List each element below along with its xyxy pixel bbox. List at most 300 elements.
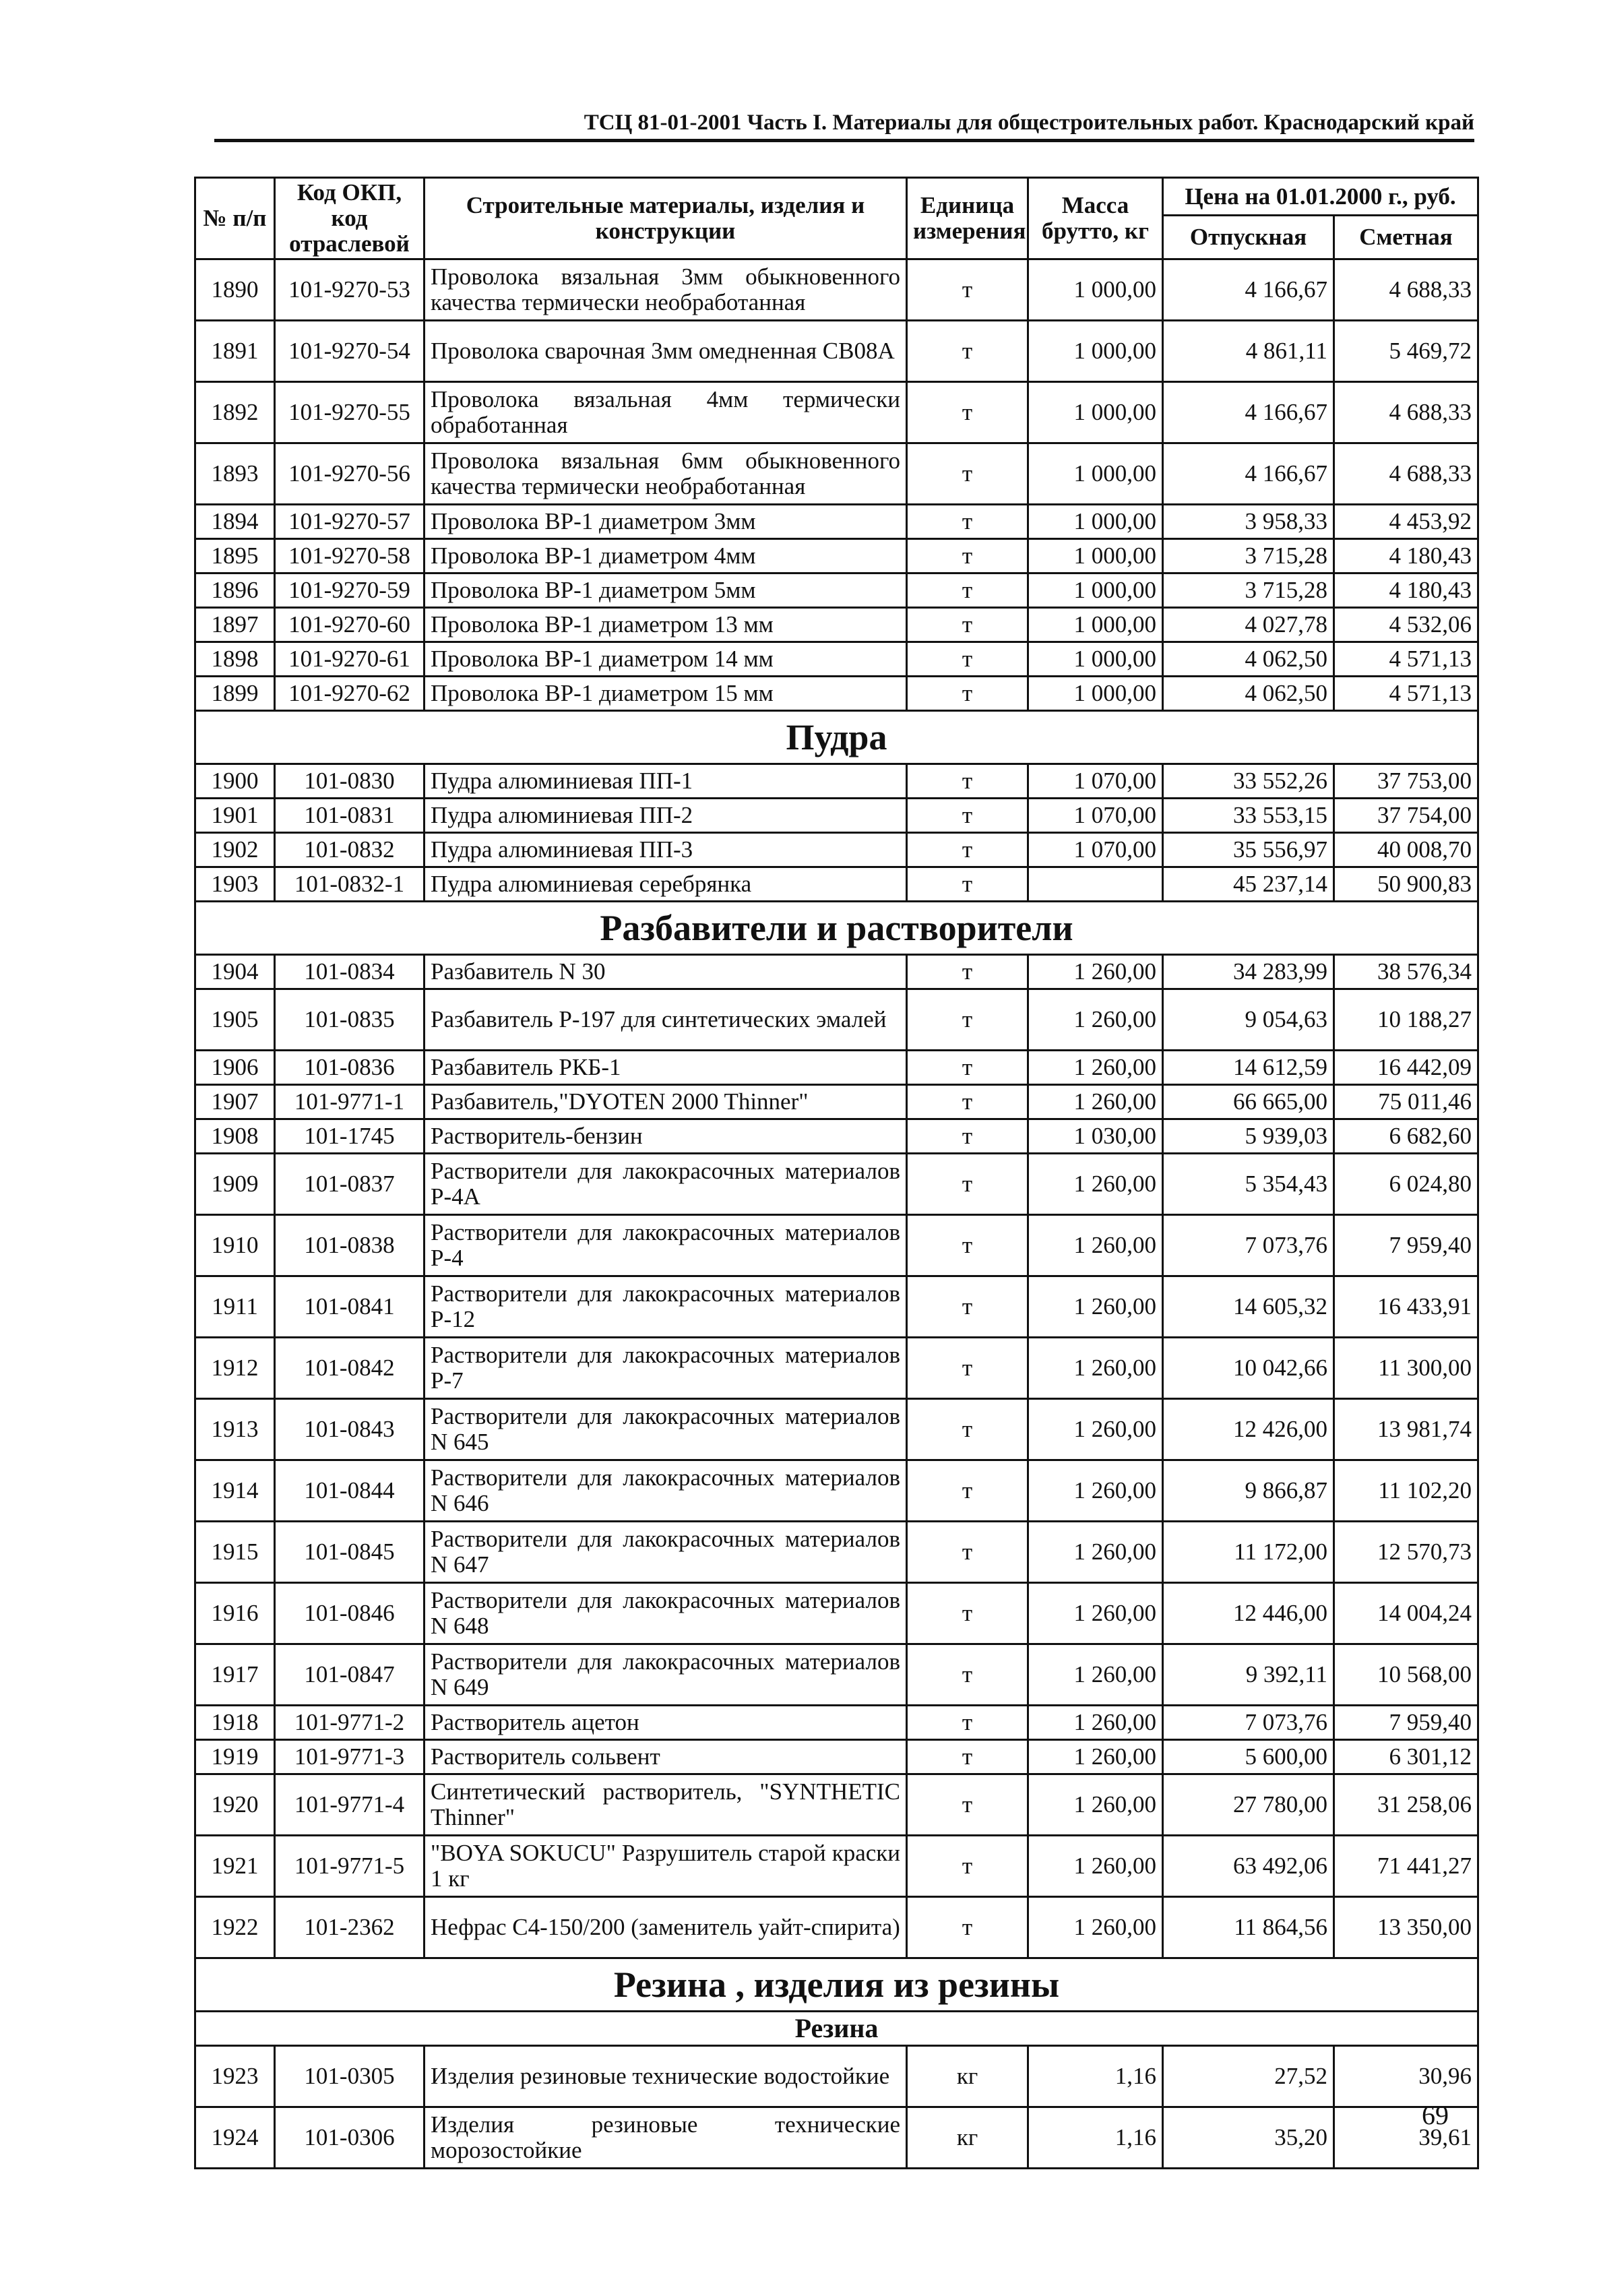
row-price-smetnaya: 6 024,80 — [1334, 1154, 1478, 1215]
page-number: 69 — [1422, 2100, 1449, 2130]
materials-price-table — [194, 177, 1479, 2169]
row-price-otpusknaya: 9 866,87 — [1163, 1460, 1334, 1522]
row-number: 1906 — [195, 1051, 275, 1085]
row-unit: т — [907, 259, 1028, 321]
row-price-smetnaya: 11 102,20 — [1334, 1460, 1478, 1522]
row-unit: т — [907, 799, 1028, 833]
row-unit: т — [907, 1460, 1028, 1522]
row-number: 1917 — [195, 1644, 275, 1706]
row-unit: т — [907, 642, 1028, 677]
table-row — [195, 259, 1478, 321]
row-number: 1899 — [195, 677, 275, 711]
row-unit: т — [907, 955, 1028, 989]
row-number: 1919 — [195, 1740, 275, 1774]
row-unit: т — [907, 1583, 1028, 1644]
row-unit: т — [907, 1276, 1028, 1338]
row-number: 1904 — [195, 955, 275, 989]
row-number: 1921 — [195, 1836, 275, 1897]
row-unit: т — [907, 505, 1028, 539]
table-row — [195, 1774, 1478, 1836]
row-price-otpusknaya: 4 062,50 — [1163, 642, 1334, 677]
row-name: Пудра алюминиевая серебрянка — [425, 867, 907, 902]
col-header-num: № п/п — [195, 178, 275, 259]
row-code: 101-0306 — [275, 2107, 425, 2169]
row-unit: т — [907, 1154, 1028, 1215]
row-name: Проволока вязальная 6мм обыкновенного качества термически необработанная — [425, 443, 907, 505]
row-mass: 1 000,00 — [1028, 539, 1163, 573]
row-code: 101-0832 — [275, 833, 425, 867]
row-price-otpusknaya: 63 492,06 — [1163, 1836, 1334, 1897]
row-price-otpusknaya: 45 237,14 — [1163, 867, 1334, 902]
row-name: Проволока ВР-1 диаметром 15 мм — [425, 677, 907, 711]
table-row — [195, 1460, 1478, 1522]
table-row — [195, 608, 1478, 642]
row-mass: 1 260,00 — [1028, 1836, 1163, 1897]
row-price-otpusknaya: 7 073,76 — [1163, 1706, 1334, 1740]
table-row — [195, 321, 1478, 382]
row-number: 1897 — [195, 608, 275, 642]
row-number: 1907 — [195, 1085, 275, 1119]
table-row — [195, 1644, 1478, 1706]
row-unit: т — [907, 677, 1028, 711]
row-name: Проволока ВР-1 диаметром 3мм — [425, 505, 907, 539]
table-row — [195, 1051, 1478, 1085]
row-price-smetnaya: 13 981,74 — [1334, 1399, 1478, 1460]
row-number: 1913 — [195, 1399, 275, 1460]
row-price-smetnaya: 14 004,24 — [1334, 1583, 1478, 1644]
row-unit: т — [907, 1085, 1028, 1119]
row-unit: т — [907, 1119, 1028, 1154]
row-price-smetnaya: 11 300,00 — [1334, 1338, 1478, 1399]
row-mass: 1 260,00 — [1028, 1154, 1163, 1215]
rows-pudra — [195, 764, 1478, 902]
row-number: 1918 — [195, 1706, 275, 1740]
row-price-otpusknaya: 3 715,28 — [1163, 539, 1334, 573]
row-number: 1924 — [195, 2107, 275, 2169]
row-name: Проволока сварочная 3мм омедненная СВ08А — [425, 321, 907, 382]
row-name: Проволока ВР-1 диаметром 5мм — [425, 573, 907, 608]
row-name: Растворитель ацетон — [425, 1706, 907, 1740]
row-unit: кг — [907, 2107, 1028, 2169]
row-price-smetnaya: 30,96 — [1334, 2046, 1478, 2107]
row-price-smetnaya: 4 688,33 — [1334, 382, 1478, 443]
row-name: Проволока ВР-1 диаметром 13 мм — [425, 608, 907, 642]
row-price-smetnaya: 6 682,60 — [1334, 1119, 1478, 1154]
row-mass: 1 260,00 — [1028, 1522, 1163, 1583]
table-row — [195, 867, 1478, 902]
row-number: 1905 — [195, 989, 275, 1051]
row-name: Проволока вязальная 3мм обыкновенного качества термически необработанная — [425, 259, 907, 321]
table-row — [195, 1740, 1478, 1774]
row-mass: 1 000,00 — [1028, 573, 1163, 608]
section-title: Пудра — [195, 711, 1478, 764]
row-code: 101-0831 — [275, 799, 425, 833]
row-code: 101-1745 — [275, 1119, 425, 1154]
row-code: 101-9771-4 — [275, 1774, 425, 1836]
row-price-otpusknaya: 11 172,00 — [1163, 1522, 1334, 1583]
row-mass: 1 260,00 — [1028, 1276, 1163, 1338]
row-code: 101-9270-57 — [275, 505, 425, 539]
row-price-otpusknaya: 4 166,67 — [1163, 382, 1334, 443]
row-code: 101-9270-58 — [275, 539, 425, 573]
row-price-otpusknaya: 5 600,00 — [1163, 1740, 1334, 1774]
row-price-smetnaya: 37 753,00 — [1334, 764, 1478, 799]
row-number: 1890 — [195, 259, 275, 321]
row-mass: 1 000,00 — [1028, 505, 1163, 539]
row-code: 101-9270-60 — [275, 608, 425, 642]
row-price-smetnaya: 31 258,06 — [1334, 1774, 1478, 1836]
row-price-smetnaya: 38 576,34 — [1334, 955, 1478, 989]
row-name: Растворители для лакокрасочных материалов Р-4 — [425, 1215, 907, 1276]
row-code: 101-0837 — [275, 1154, 425, 1215]
row-number: 1903 — [195, 867, 275, 902]
row-price-otpusknaya: 14 605,32 — [1163, 1276, 1334, 1338]
table-row — [195, 1119, 1478, 1154]
row-price-smetnaya: 4 571,13 — [1334, 642, 1478, 677]
row-price-otpusknaya: 33 553,15 — [1163, 799, 1334, 833]
row-price-smetnaya: 4 688,33 — [1334, 259, 1478, 321]
row-unit: т — [907, 539, 1028, 573]
row-mass: 1 260,00 — [1028, 1583, 1163, 1644]
row-price-otpusknaya: 66 665,00 — [1163, 1085, 1334, 1119]
table-row — [195, 382, 1478, 443]
row-unit: т — [907, 1836, 1028, 1897]
table-row — [195, 764, 1478, 799]
row-unit: т — [907, 608, 1028, 642]
row-unit: т — [907, 764, 1028, 799]
page-header: ТСЦ 81-01-2001 Часть I. Материалы для общестроительных работ. Краснодарский край — [214, 108, 1474, 142]
row-mass: 1 260,00 — [1028, 989, 1163, 1051]
row-mass: 1 260,00 — [1028, 955, 1163, 989]
section-title: Разбавители и растворители — [195, 902, 1478, 955]
row-price-otpusknaya: 4 861,11 — [1163, 321, 1334, 382]
row-price-otpusknaya: 34 283,99 — [1163, 955, 1334, 989]
row-number: 1901 — [195, 799, 275, 833]
row-unit: т — [907, 867, 1028, 902]
row-mass: 1 260,00 — [1028, 1085, 1163, 1119]
row-unit: т — [907, 1644, 1028, 1706]
row-price-smetnaya: 10 188,27 — [1334, 989, 1478, 1051]
row-name: Изделия резиновые технические водостойкие — [425, 2046, 907, 2107]
row-mass: 1 260,00 — [1028, 1215, 1163, 1276]
row-name: Растворитель сольвент — [425, 1740, 907, 1774]
row-price-otpusknaya: 4 027,78 — [1163, 608, 1334, 642]
rows-razbaviteli — [195, 955, 1478, 1958]
row-code: 101-0843 — [275, 1399, 425, 1460]
table-row — [195, 1836, 1478, 1897]
row-name: Синтетический растворитель, "SYNTHETIC Thinner" — [425, 1774, 907, 1836]
row-price-smetnaya: 75 011,46 — [1334, 1085, 1478, 1119]
row-price-smetnaya: 7 959,40 — [1334, 1215, 1478, 1276]
rows-provoloka — [195, 259, 1478, 711]
row-mass: 1 260,00 — [1028, 1897, 1163, 1958]
row-mass: 1 260,00 — [1028, 1774, 1163, 1836]
row-name: Нефрас С4-150/200 (заменитель уайт-спирита) — [425, 1897, 907, 1958]
col-header-price: Цена на 01.01.2000 г., руб. — [1163, 178, 1478, 216]
row-mass: 1 070,00 — [1028, 799, 1163, 833]
row-price-otpusknaya: 12 446,00 — [1163, 1583, 1334, 1644]
row-price-otpusknaya: 9 054,63 — [1163, 989, 1334, 1051]
row-number: 1894 — [195, 505, 275, 539]
row-price-otpusknaya: 12 426,00 — [1163, 1399, 1334, 1460]
row-number: 1910 — [195, 1215, 275, 1276]
table-row — [195, 1897, 1478, 1958]
row-number: 1891 — [195, 321, 275, 382]
table-row — [195, 443, 1478, 505]
row-name: Растворители для лакокрасочных материалов Р-7 — [425, 1338, 907, 1399]
col-header-mass: Масса брутто, кг — [1028, 178, 1163, 259]
section-pudra — [195, 711, 1478, 764]
table-row — [195, 539, 1478, 573]
row-code: 101-9270-59 — [275, 573, 425, 608]
row-code: 101-9771-2 — [275, 1706, 425, 1740]
table-row — [195, 2107, 1478, 2169]
row-number: 1911 — [195, 1276, 275, 1338]
row-price-otpusknaya: 3 958,33 — [1163, 505, 1334, 539]
row-name: Растворители для лакокрасочных материалов N 647 — [425, 1522, 907, 1583]
section-rezina — [195, 1958, 1478, 2046]
row-name: Растворители для лакокрасочных материалов N 648 — [425, 1583, 907, 1644]
row-number: 1916 — [195, 1583, 275, 1644]
row-number: 1900 — [195, 764, 275, 799]
row-mass: 1 260,00 — [1028, 1740, 1163, 1774]
row-code: 101-0830 — [275, 764, 425, 799]
row-mass: 1 260,00 — [1028, 1051, 1163, 1085]
row-mass: 1 000,00 — [1028, 382, 1163, 443]
row-mass: 1 260,00 — [1028, 1399, 1163, 1460]
row-code: 101-0841 — [275, 1276, 425, 1338]
row-name: Проволока вязальная 4мм термически обработанная — [425, 382, 907, 443]
table-row — [195, 573, 1478, 608]
row-number: 1892 — [195, 382, 275, 443]
row-number: 1895 — [195, 539, 275, 573]
row-mass: 1 000,00 — [1028, 677, 1163, 711]
row-unit: т — [907, 443, 1028, 505]
row-price-smetnaya: 4 180,43 — [1334, 539, 1478, 573]
row-unit: т — [907, 1522, 1028, 1583]
row-name: Растворители для лакокрасочных материалов Р-4А — [425, 1154, 907, 1215]
row-mass — [1028, 867, 1163, 902]
col-header-otpusknaya: Отпускная — [1163, 216, 1334, 259]
row-price-smetnaya: 7 959,40 — [1334, 1706, 1478, 1740]
row-code: 101-0834 — [275, 955, 425, 989]
row-unit: т — [907, 833, 1028, 867]
col-header-smetnaya: Сметная — [1334, 216, 1478, 259]
row-code: 101-0844 — [275, 1460, 425, 1522]
row-price-smetnaya: 4 532,06 — [1334, 608, 1478, 642]
row-mass: 1 260,00 — [1028, 1338, 1163, 1399]
row-mass: 1 070,00 — [1028, 764, 1163, 799]
row-code: 101-0838 — [275, 1215, 425, 1276]
row-mass: 1 030,00 — [1028, 1119, 1163, 1154]
row-code: 101-9270-61 — [275, 642, 425, 677]
row-number: 1923 — [195, 2046, 275, 2107]
table-row — [195, 989, 1478, 1051]
row-name: Разбавитель N 30 — [425, 955, 907, 989]
row-number: 1908 — [195, 1119, 275, 1154]
row-mass: 1 070,00 — [1028, 833, 1163, 867]
row-name: Изделия резиновые технические морозостойкие — [425, 2107, 907, 2169]
table-row — [195, 1154, 1478, 1215]
table-row — [195, 955, 1478, 989]
col-header-code: Код ОКП, код отраслевой — [275, 178, 425, 259]
row-number: 1914 — [195, 1460, 275, 1522]
row-code: 101-9270-53 — [275, 259, 425, 321]
table-row — [195, 1215, 1478, 1276]
row-price-otpusknaya: 4 166,67 — [1163, 259, 1334, 321]
row-name: Пудра алюминиевая ПП-1 — [425, 764, 907, 799]
row-price-otpusknaya: 9 392,11 — [1163, 1644, 1334, 1706]
row-price-otpusknaya: 27,52 — [1163, 2046, 1334, 2107]
row-unit: т — [907, 1215, 1028, 1276]
row-code: 101-0832-1 — [275, 867, 425, 902]
row-price-otpusknaya: 33 552,26 — [1163, 764, 1334, 799]
row-number: 1922 — [195, 1897, 275, 1958]
row-price-otpusknaya: 35 556,97 — [1163, 833, 1334, 867]
row-price-smetnaya: 4 453,92 — [1334, 505, 1478, 539]
table-row — [195, 1583, 1478, 1644]
row-name: Разбавитель,"DYOTEN 2000 Thinner" — [425, 1085, 907, 1119]
row-unit: т — [907, 573, 1028, 608]
row-number: 1915 — [195, 1522, 275, 1583]
row-mass: 1 000,00 — [1028, 608, 1163, 642]
table-row — [195, 505, 1478, 539]
row-number: 1902 — [195, 833, 275, 867]
table-row — [195, 1706, 1478, 1740]
row-price-smetnaya: 4 180,43 — [1334, 573, 1478, 608]
row-name: Разбавитель Р-197 для синтетических эмалей — [425, 989, 907, 1051]
table-row — [195, 1399, 1478, 1460]
row-code: 101-0845 — [275, 1522, 425, 1583]
row-name: "BOYA SOKUCU" Разрушитель старой краски 1 кг — [425, 1836, 907, 1897]
row-price-smetnaya: 16 442,09 — [1334, 1051, 1478, 1085]
row-name: Проволока ВР-1 диаметром 14 мм — [425, 642, 907, 677]
rows-rezina — [195, 2046, 1478, 2169]
row-mass: 1 260,00 — [1028, 1644, 1163, 1706]
table-row — [195, 799, 1478, 833]
row-code: 101-9771-1 — [275, 1085, 425, 1119]
row-number: 1898 — [195, 642, 275, 677]
row-code: 101-0836 — [275, 1051, 425, 1085]
row-name: Разбавитель РКБ-1 — [425, 1051, 907, 1085]
col-header-unit: Единица измерения — [907, 178, 1028, 259]
row-price-smetnaya: 4 571,13 — [1334, 677, 1478, 711]
row-number: 1909 — [195, 1154, 275, 1215]
row-unit: т — [907, 382, 1028, 443]
row-price-smetnaya: 37 754,00 — [1334, 799, 1478, 833]
col-header-name: Строительные материалы, изделия и конструкции — [425, 178, 907, 259]
row-price-smetnaya: 6 301,12 — [1334, 1740, 1478, 1774]
row-name: Растворители для лакокрасочных материалов N 649 — [425, 1644, 907, 1706]
table-row — [195, 1338, 1478, 1399]
table-row — [195, 833, 1478, 867]
row-unit: т — [907, 989, 1028, 1051]
row-name: Растворитель-бензин — [425, 1119, 907, 1154]
row-name: Пудра алюминиевая ПП-3 — [425, 833, 907, 867]
row-code: 101-9270-54 — [275, 321, 425, 382]
row-mass: 1 000,00 — [1028, 642, 1163, 677]
row-price-smetnaya: 71 441,27 — [1334, 1836, 1478, 1897]
section-title: Резина , изделия из резины — [195, 1958, 1478, 2012]
row-mass: 1 000,00 — [1028, 443, 1163, 505]
row-name: Растворители для лакокрасочных материалов Р-12 — [425, 1276, 907, 1338]
row-price-smetnaya: 12 570,73 — [1334, 1522, 1478, 1583]
row-price-smetnaya: 16 433,91 — [1334, 1276, 1478, 1338]
row-mass: 1 000,00 — [1028, 259, 1163, 321]
row-price-otpusknaya: 14 612,59 — [1163, 1051, 1334, 1085]
row-unit: т — [907, 1051, 1028, 1085]
table-row — [195, 1276, 1478, 1338]
row-name: Растворители для лакокрасочных материалов N 645 — [425, 1399, 907, 1460]
row-price-otpusknaya: 10 042,66 — [1163, 1338, 1334, 1399]
table-row — [195, 1085, 1478, 1119]
row-price-otpusknaya: 35,20 — [1163, 2107, 1334, 2169]
row-code: 101-9771-3 — [275, 1740, 425, 1774]
row-number: 1920 — [195, 1774, 275, 1836]
row-code: 101-9270-62 — [275, 677, 425, 711]
row-price-smetnaya: 4 688,33 — [1334, 443, 1478, 505]
row-mass: 1 000,00 — [1028, 321, 1163, 382]
row-mass: 1 260,00 — [1028, 1706, 1163, 1740]
row-unit: т — [907, 321, 1028, 382]
row-unit: т — [907, 1774, 1028, 1836]
row-number: 1912 — [195, 1338, 275, 1399]
row-unit: т — [907, 1399, 1028, 1460]
row-code: 101-0842 — [275, 1338, 425, 1399]
table-row — [195, 2046, 1478, 2107]
row-unit: т — [907, 1706, 1028, 1740]
row-unit: т — [907, 1740, 1028, 1774]
section-razbaviteli — [195, 902, 1478, 955]
row-number: 1896 — [195, 573, 275, 608]
row-code: 101-9771-5 — [275, 1836, 425, 1897]
row-price-smetnaya: 39,61 — [1334, 2107, 1478, 2169]
row-price-otpusknaya: 3 715,28 — [1163, 573, 1334, 608]
row-code: 101-9270-56 — [275, 443, 425, 505]
row-code: 101-2362 — [275, 1897, 425, 1958]
row-number: 1893 — [195, 443, 275, 505]
table-row — [195, 642, 1478, 677]
row-unit: т — [907, 1897, 1028, 1958]
row-mass: 1,16 — [1028, 2046, 1163, 2107]
table-row — [195, 1522, 1478, 1583]
row-code: 101-9270-55 — [275, 382, 425, 443]
row-mass: 1,16 — [1028, 2107, 1163, 2169]
subsection-title: Резина — [195, 2012, 1478, 2046]
table-row — [195, 677, 1478, 711]
row-price-otpusknaya: 5 354,43 — [1163, 1154, 1334, 1215]
row-price-otpusknaya: 4 166,67 — [1163, 443, 1334, 505]
row-price-smetnaya: 13 350,00 — [1334, 1897, 1478, 1958]
row-code: 101-0847 — [275, 1644, 425, 1706]
row-name: Растворители для лакокрасочных материалов N 646 — [425, 1460, 907, 1522]
row-price-otpusknaya: 4 062,50 — [1163, 677, 1334, 711]
row-price-otpusknaya: 11 864,56 — [1163, 1897, 1334, 1958]
row-price-smetnaya: 5 469,72 — [1334, 321, 1478, 382]
row-price-smetnaya: 40 008,70 — [1334, 833, 1478, 867]
row-price-otpusknaya: 27 780,00 — [1163, 1774, 1334, 1836]
row-code: 101-0846 — [275, 1583, 425, 1644]
row-price-otpusknaya: 5 939,03 — [1163, 1119, 1334, 1154]
row-name: Проволока ВР-1 диаметром 4мм — [425, 539, 907, 573]
row-unit: кг — [907, 2046, 1028, 2107]
row-unit: т — [907, 1338, 1028, 1399]
row-price-smetnaya: 50 900,83 — [1334, 867, 1478, 902]
row-name: Пудра алюминиевая ПП-2 — [425, 799, 907, 833]
row-price-smetnaya: 10 568,00 — [1334, 1644, 1478, 1706]
row-code: 101-0305 — [275, 2046, 425, 2107]
row-mass: 1 260,00 — [1028, 1460, 1163, 1522]
